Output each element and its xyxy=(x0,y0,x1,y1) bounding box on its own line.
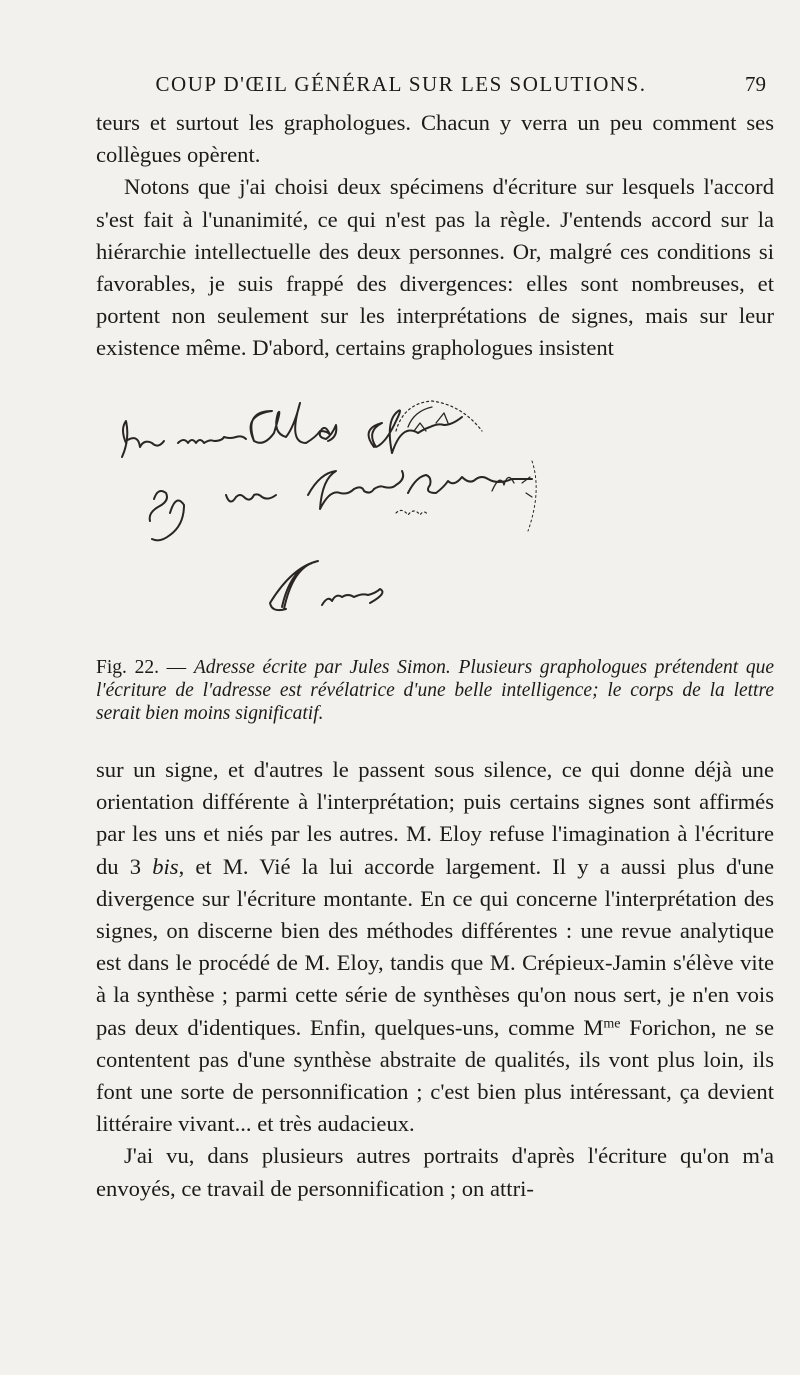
paragraph: teurs et surtout les graphologues. Chacun y verra un peu comment ses collègues opèrent. xyxy=(96,110,774,168)
figure-caption xyxy=(96,656,774,726)
caption-dash: — xyxy=(166,657,187,678)
handwriting-specimen-figure xyxy=(96,383,774,645)
italic-term: bis xyxy=(152,853,179,879)
handwriting-specimen-image xyxy=(96,383,774,645)
superscript: me xyxy=(603,1015,621,1031)
figure-label: Fig. 22. xyxy=(96,657,159,678)
paragraph: J'ai vu, dans plusieurs autres portraits d'après l'écriture qu'on m'a envoyés, ce travail de personnification ; on attri- xyxy=(96,1143,774,1201)
running-title: COUP D'ŒIL GÉNÉRAL SUR LES SOLUTIONS. xyxy=(155,72,647,96)
paragraph-part: , et M. Vié la lui accorde largement. Il y a aussi plus d'une divergence sur l'écriture montante. En ce qui concerne l'interprétation des signes, on discerne bien des méthodes différentes : une revue analytique est dans le procédé de M. Eloy, tandis que M. Crépieux-Jamin s'élève vite à la synthèse ; parmi cette série de synthèses qu'on nous sert, je n'en vois pas deux d'identiques. Enfin, quelques-uns, comme M xyxy=(96,853,775,1040)
running-header xyxy=(96,72,766,102)
body-text-bottom xyxy=(96,754,774,1205)
paragraph-part: sur un signe, et d'autres le passent sous silence, ce qui donne déjà une orientation différente à l'interprétation; puis certains signes sont affirmés par les uns et niés par les autres. M. Eloy refuse l'imagination à l'écriture du 3 xyxy=(96,757,774,879)
caption-text: Adresse écrite par Jules Simon. Plusieurs graphologues prétendent que l'écriture de l'adresse est révélatrice d'une belle intelligence; le corps de la lettre serait bien moins significatif. xyxy=(96,657,775,725)
body-text-top xyxy=(96,107,774,365)
paragraph-part: Forichon, ne se contentent pas d'une synthèse abstraite de qualités, ils vont plus loin, ils font une sorte de personnification ; c'est bien plus intéressant, ça devient littéraire vivant... et très audacieux. xyxy=(96,1014,774,1137)
paragraph: Notons que j'ai choisi deux spécimens d'écriture sur lesquels l'accord s'est fait à l'unanimité, ce qui n'est pas la règle. J'entends accord sur la hiérarchie intellectuelle des deux personnes. Or, malgré ces conditions si favorables, je suis frappé des divergences: elles sont nombreuses, et portent non seulement sur les interprétations de signes, mais sur leur existence même. D'abord, certains graphologues insistent xyxy=(96,174,774,361)
paragraph xyxy=(96,754,774,1140)
page-number: 79 xyxy=(745,72,766,96)
